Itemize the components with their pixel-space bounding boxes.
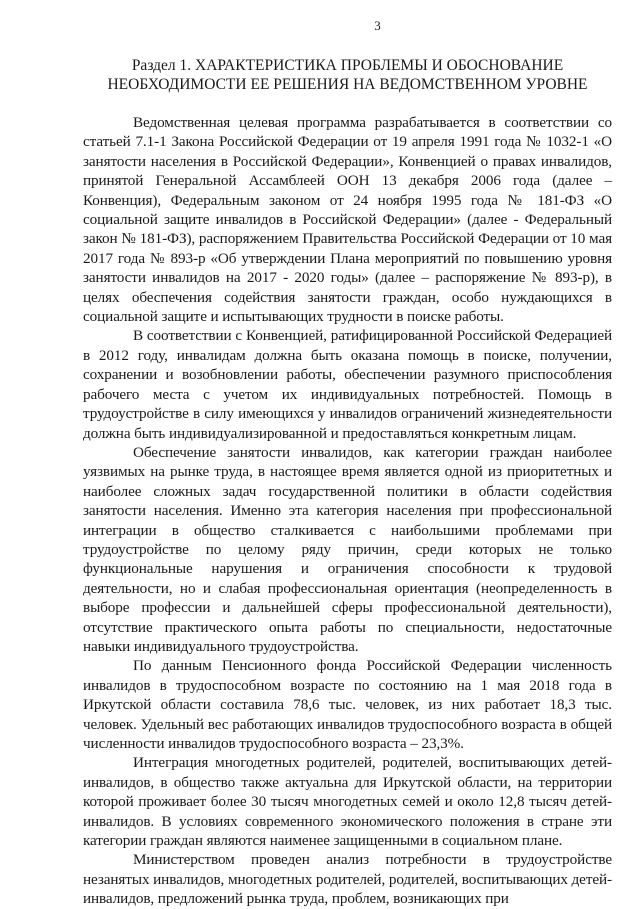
section-title [83, 56, 612, 94]
section-title-line-1: Раздел 1. ХАРАКТЕРИСТИКА ПРОБЛЕМЫ И ОБОСНОВАНИЕ [131, 57, 564, 74]
paragraph-3: Обеспечение занятости инвалидов, как категории граждан наиболее уязвимых на рынке труда, в настоящее время является одной из приоритетных и наиболее сложных задач государственной политики в области содействия занятости населения. Именно эта категория населения при профессиональной интеграции в общество сталкивается с наибольшими проблемами при трудоустройстве по целому ряду причин, среди которых не только функциональные нарушения и ограничения способности к трудовой деятельности, но и слабая профессиональная ориентация (неопределенность в выборе профессии и дальнейшей сферы профессиональной деятельности), отсутствие практического опыта работы по специальности, недостаточные навыки индивидуального трудоустройства. [83, 443, 612, 655]
paragraph-4: По данным Пенсионного фонда Российской Федерации численность инвалидов в трудоспособном возрасте по состоянию на 1 мая 2018 года в Иркутской области составила 78,6 тыс. человек, из них работает 18,3 тыс. человек. Удельный вес работающих инвалидов трудоспособного возраста в общей численности инвалидов трудоспособного возраста – 23,3%. [83, 657, 612, 752]
paragraph-1: Ведомственная целевая программа разрабатывается в соответствии со статьей 7.1-1 Закона Российской Федерации от 19 апреля 1991 года № 1032-1 «О занятости населения в Российской Федерации», Конвенцией о правах инвалидов, принятой Генеральной Ассамблеей ООН 13 декабря 2006 года (далее – Конвенция), Федеральным законом от 24 ноября 1995 года № 181-ФЗ «О социальной защите инвалидов в Российской Федерации» (далее - Федеральный закон № 181-ФЗ), распоряжением Правительства Российской Федерации от 10 мая 2017 года № 893-р «Об утверждении Плана мероприятий по повышению уровня занятости инвалидов на 2017 - 2020 годы» (далее – распоряжение № 893-р), в целях обеспечения содействия занятости граждан, особо нуждающихся в социальной защите и испытывающих трудности в поиске работы. [83, 114, 612, 326]
page-number: 3 [374, 18, 381, 33]
paragraph-5: Интеграция многодетных родителей, родителей, воспитывающих детей-инвалидов, в общество также актуальна для Иркутской области, на территории которой проживает более 30 тысяч многодетных семей и около 12,8 тысяч детей-инвалидов. В условиях современного экономического положения в стране эти категории граждан являются наименее защищенными в социальном плане. [83, 754, 612, 850]
section-title-line-2: НЕОБХОДИМОСТИ ЕЕ РЕШЕНИЯ НА ВЕДОМСТВЕННОМ УРОВНЕ [107, 76, 588, 93]
paragraph-6: Министерством проведен анализ потребности в трудоустройстве незанятых инвалидов, многодетных родителей, родителей, воспитывающих детей-инвалидов, предложений рынка труда, проблем, возникающих при [83, 851, 612, 908]
paragraph-2: В соответствии с Конвенцией, ратифицированной Российской Федерацией в 2012 году, инвалидам должна быть оказана помощь в поиске, получении, сохранении и возобновлении работы, обеспечении разумного приспособления рабочего места с учетом их индивидуальных потребностей. Помощь в трудоустройстве в силу имеющихся у инвалидов ограничений жизнедеятельности должна быть индивидуализированной и предоставляться конкретным лицам. [83, 327, 612, 442]
body-text [83, 113, 612, 909]
